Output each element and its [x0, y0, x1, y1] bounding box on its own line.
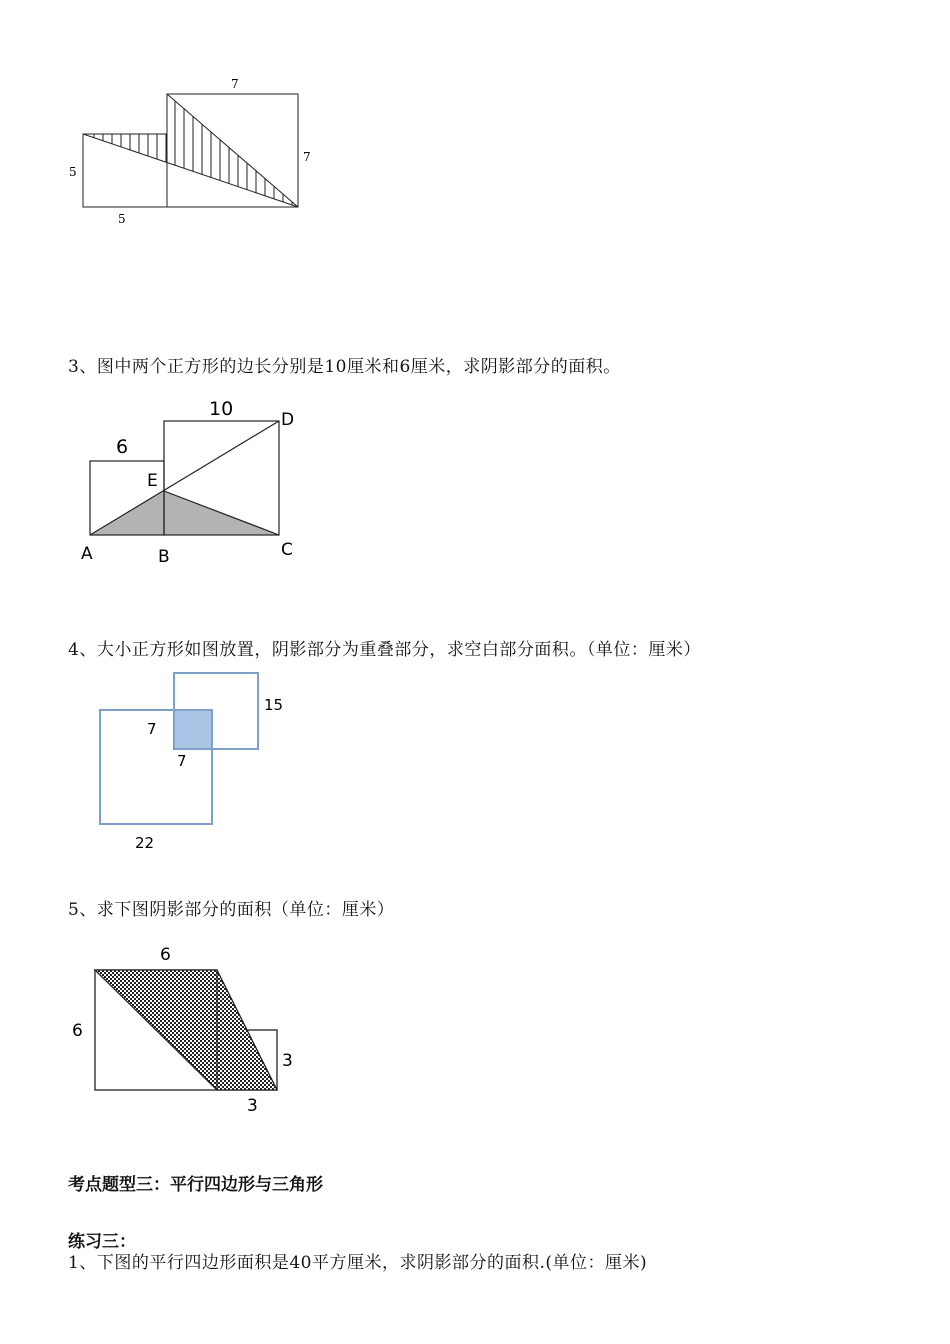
fig4-label-7-left: 7 [147, 720, 157, 738]
fig5-label-bottom: 3 [247, 1096, 258, 1116]
fig1-label-right: 7 [303, 150, 311, 164]
fig3-label-B: B [158, 547, 170, 567]
figure-3 [0, 390, 950, 570]
fig5-label-right: 3 [282, 1051, 293, 1071]
fig3-label-10: 10 [209, 398, 234, 420]
fig3-label-C: C [281, 540, 293, 560]
figure-5 [0, 940, 950, 1120]
fig4-label-22: 22 [135, 834, 155, 852]
fig5-label-top: 6 [160, 945, 171, 965]
fig4-label-15: 15 [264, 696, 284, 714]
fig1-label-bottom: 5 [118, 212, 126, 226]
fig1-label-left: 5 [69, 165, 77, 179]
practice3-heading: 练习三： [68, 1232, 136, 1252]
fig3-label-A: A [81, 544, 93, 564]
fig1-label-top: 7 [231, 77, 239, 91]
figure-4 [0, 660, 950, 860]
fig3-label-D: D [281, 410, 295, 430]
q5-text: 5、求下图阴影部分的面积（单位：厘米） [68, 900, 395, 920]
figure-1 [0, 0, 950, 240]
q4-text: 4、大小正方形如图放置，阴影部分为重叠部分，求空白部分面积。（单位：厘米） [68, 640, 701, 660]
section3-q1-text: 1、下图的平行四边形面积是40平方厘米，求阴影部分的面积.(单位：厘米) [68, 1253, 648, 1273]
q3-text: 3、图中两个正方形的边长分别是10厘米和6厘米，求阴影部分的面积。 [68, 357, 621, 377]
fig4-overlap-shaded [174, 710, 212, 749]
fig3-label-6: 6 [116, 436, 129, 458]
fig1-hatched-region [83, 94, 298, 207]
fig5-label-left: 6 [72, 1021, 83, 1041]
fig3-shaded-triangle [90, 491, 279, 535]
section3-title: 考点题型三：平行四边形与三角形 [68, 1175, 323, 1195]
fig4-label-7-bottom: 7 [177, 752, 187, 770]
fig3-label-E: E [147, 471, 158, 491]
